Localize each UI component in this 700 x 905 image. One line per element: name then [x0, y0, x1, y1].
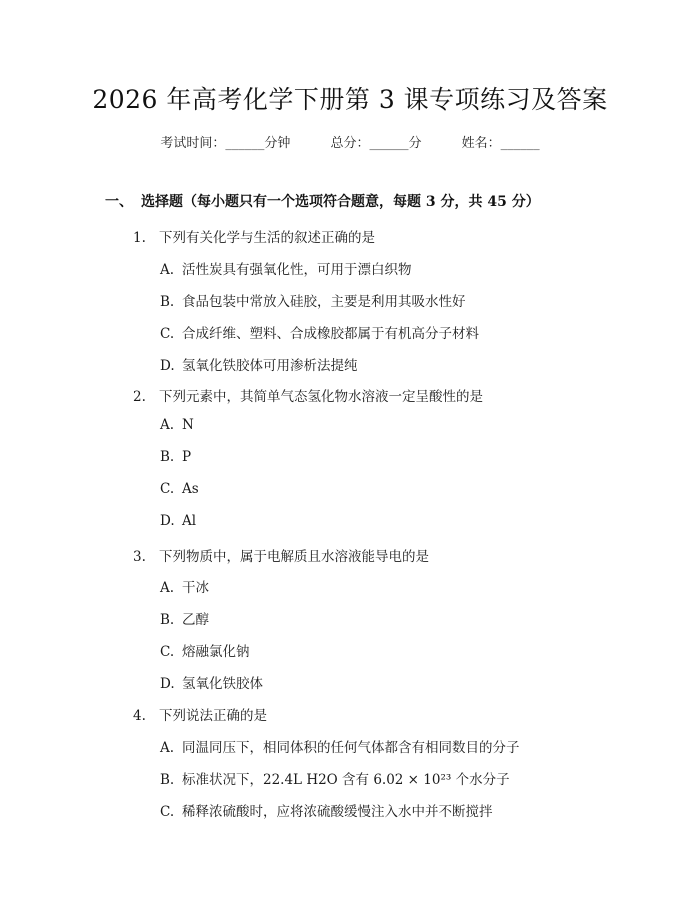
question-2	[133, 385, 483, 405]
option-letter: C.	[160, 481, 175, 497]
option-letter: D.	[160, 358, 175, 374]
option-2c	[160, 481, 199, 497]
option-text: 氢氧化铁胶体可用渗析法提纯	[182, 358, 358, 374]
question-1	[133, 226, 375, 246]
option-letter: A.	[160, 740, 175, 756]
option-text: N	[182, 417, 194, 433]
option-1b	[160, 290, 466, 310]
option-letter: A.	[160, 417, 175, 433]
option-letter: A.	[160, 262, 175, 278]
question-number: 2.	[133, 389, 146, 405]
option-3b	[160, 608, 209, 628]
question-text: 下列元素中，其简单气态氢化物水溶液一定呈酸性的是	[159, 389, 483, 405]
student-name: 姓名：______	[461, 136, 540, 151]
option-letter: D.	[160, 513, 175, 529]
option-4b	[160, 768, 510, 788]
option-text: Al	[182, 513, 197, 529]
question-number: 4.	[133, 708, 146, 724]
option-3d	[160, 672, 263, 692]
question-text: 下列说法正确的是	[159, 708, 267, 724]
section-heading	[105, 191, 540, 211]
option-text: As	[182, 481, 199, 497]
section-number: 一、	[105, 194, 133, 210]
option-1d	[160, 354, 358, 374]
question-number: 1.	[133, 230, 146, 246]
option-letter: C.	[160, 804, 175, 820]
question-text: 下列有关化学与生活的叙述正确的是	[159, 230, 375, 246]
page-title: 2026 年高考化学下册第 3 课专项练习及答案	[92, 85, 608, 114]
option-text: P	[182, 449, 192, 465]
option-3a	[160, 576, 209, 596]
option-letter: B.	[160, 294, 175, 310]
option-letter: A.	[160, 580, 175, 596]
option-4a	[160, 736, 520, 756]
option-text: 同温同压下，相同体积的任何气体都含有相同数目的分子	[182, 740, 520, 756]
option-text: 乙醇	[182, 612, 209, 628]
option-1c	[160, 322, 479, 342]
section-title: 选择题（每小题只有一个选项符合题意，每题 3 分，共 45 分）	[141, 194, 540, 210]
option-text: 合成纤维、塑料、合成橡胶都属于有机高分子材料	[182, 326, 479, 342]
option-1a	[160, 258, 412, 278]
option-letter: D.	[160, 676, 175, 692]
question-number: 3.	[133, 549, 146, 565]
option-text: 食品包装中常放入硅胶，主要是利用其吸水性好	[182, 294, 466, 310]
option-letter: C.	[160, 644, 175, 660]
option-text: 熔融氯化钠	[182, 644, 250, 660]
option-text: 氢氧化铁胶体	[182, 676, 263, 692]
option-2a	[160, 417, 194, 433]
option-letter: B.	[160, 449, 175, 465]
option-letter: C.	[160, 326, 175, 342]
option-2d	[160, 513, 196, 529]
option-text: 标准状况下，22.4L H2O 含有 6.02 × 10²³ 个水分子	[182, 772, 510, 788]
option-letter: B.	[160, 612, 175, 628]
question-3	[133, 545, 429, 565]
exam-time: 考试时间：______分钟	[160, 136, 291, 151]
option-text: 活性炭具有强氧化性，可用于漂白织物	[182, 262, 412, 278]
question-text: 下列物质中，属于电解质且水溶液能导电的是	[159, 549, 429, 565]
option-4c	[160, 800, 493, 820]
exam-meta	[0, 132, 700, 151]
option-2b	[160, 449, 191, 465]
option-text: 干冰	[182, 580, 209, 596]
option-3c	[160, 640, 250, 660]
question-4	[133, 704, 267, 724]
option-text: 稀释浓硫酸时，应将浓硫酸缓慢注入水中并不断搅拌	[182, 804, 493, 820]
exam-score: 总分：______分	[330, 136, 422, 151]
option-letter: B.	[160, 772, 175, 788]
